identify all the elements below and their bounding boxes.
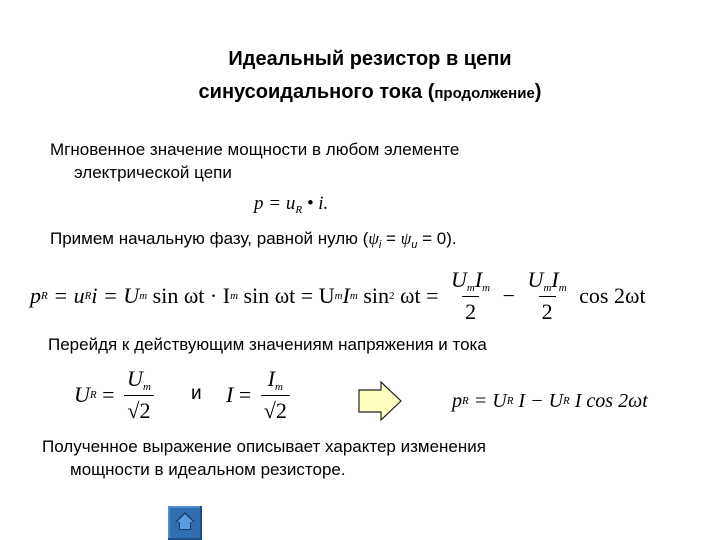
home-button[interactable] <box>168 506 202 540</box>
formula-instant-power: $p = u_R$ • i. <box>254 193 329 216</box>
fraction-variable: $\frac{U_mI_m}{2}$ <box>527 267 567 324</box>
formula-power-expansion: p R = u R i = U m sin ωt · I m sin ωt = U m I m sin 2 ωt = $\frac{U_mI_m}{2}$ − $\frac{U_mI_m}{2}$ cos 2ωt <box>30 267 646 324</box>
right-arrow-icon <box>357 380 403 422</box>
paragraph-initial-phase: Примем начальную фазу, равной нулю $(\psi_i = \psi_u = 0)$. <box>50 229 457 251</box>
title-line-1: Идеальный резистор в цепи <box>228 48 512 70</box>
title-line-2: синусоидального тока (продолжение) <box>198 81 542 103</box>
formula-effective-voltage: U R = $\frac{U_m}{√2}$ <box>74 365 158 425</box>
formula-effective-current: I = $\frac{I_m}{√2}$ <box>226 365 294 425</box>
paragraph-conclusion: Полученное выражение описывает характер изменения мощности в идеальном резисторе. <box>42 437 486 479</box>
fraction-constant: $\frac{U_mI_m}{2}$ <box>451 267 491 324</box>
conjunction-and: и <box>191 383 202 404</box>
home-icon <box>173 510 197 537</box>
slide-title <box>120 48 620 104</box>
formula-result-power: p R = U R I − U R I cos 2ωt <box>452 389 648 412</box>
paragraph-effective-values: Перейдя к действующим значениям напряжения и тока <box>48 335 487 354</box>
paragraph-instant-power: Мгновенное значение мощности в любом элементе электрической цепи <box>50 140 460 182</box>
